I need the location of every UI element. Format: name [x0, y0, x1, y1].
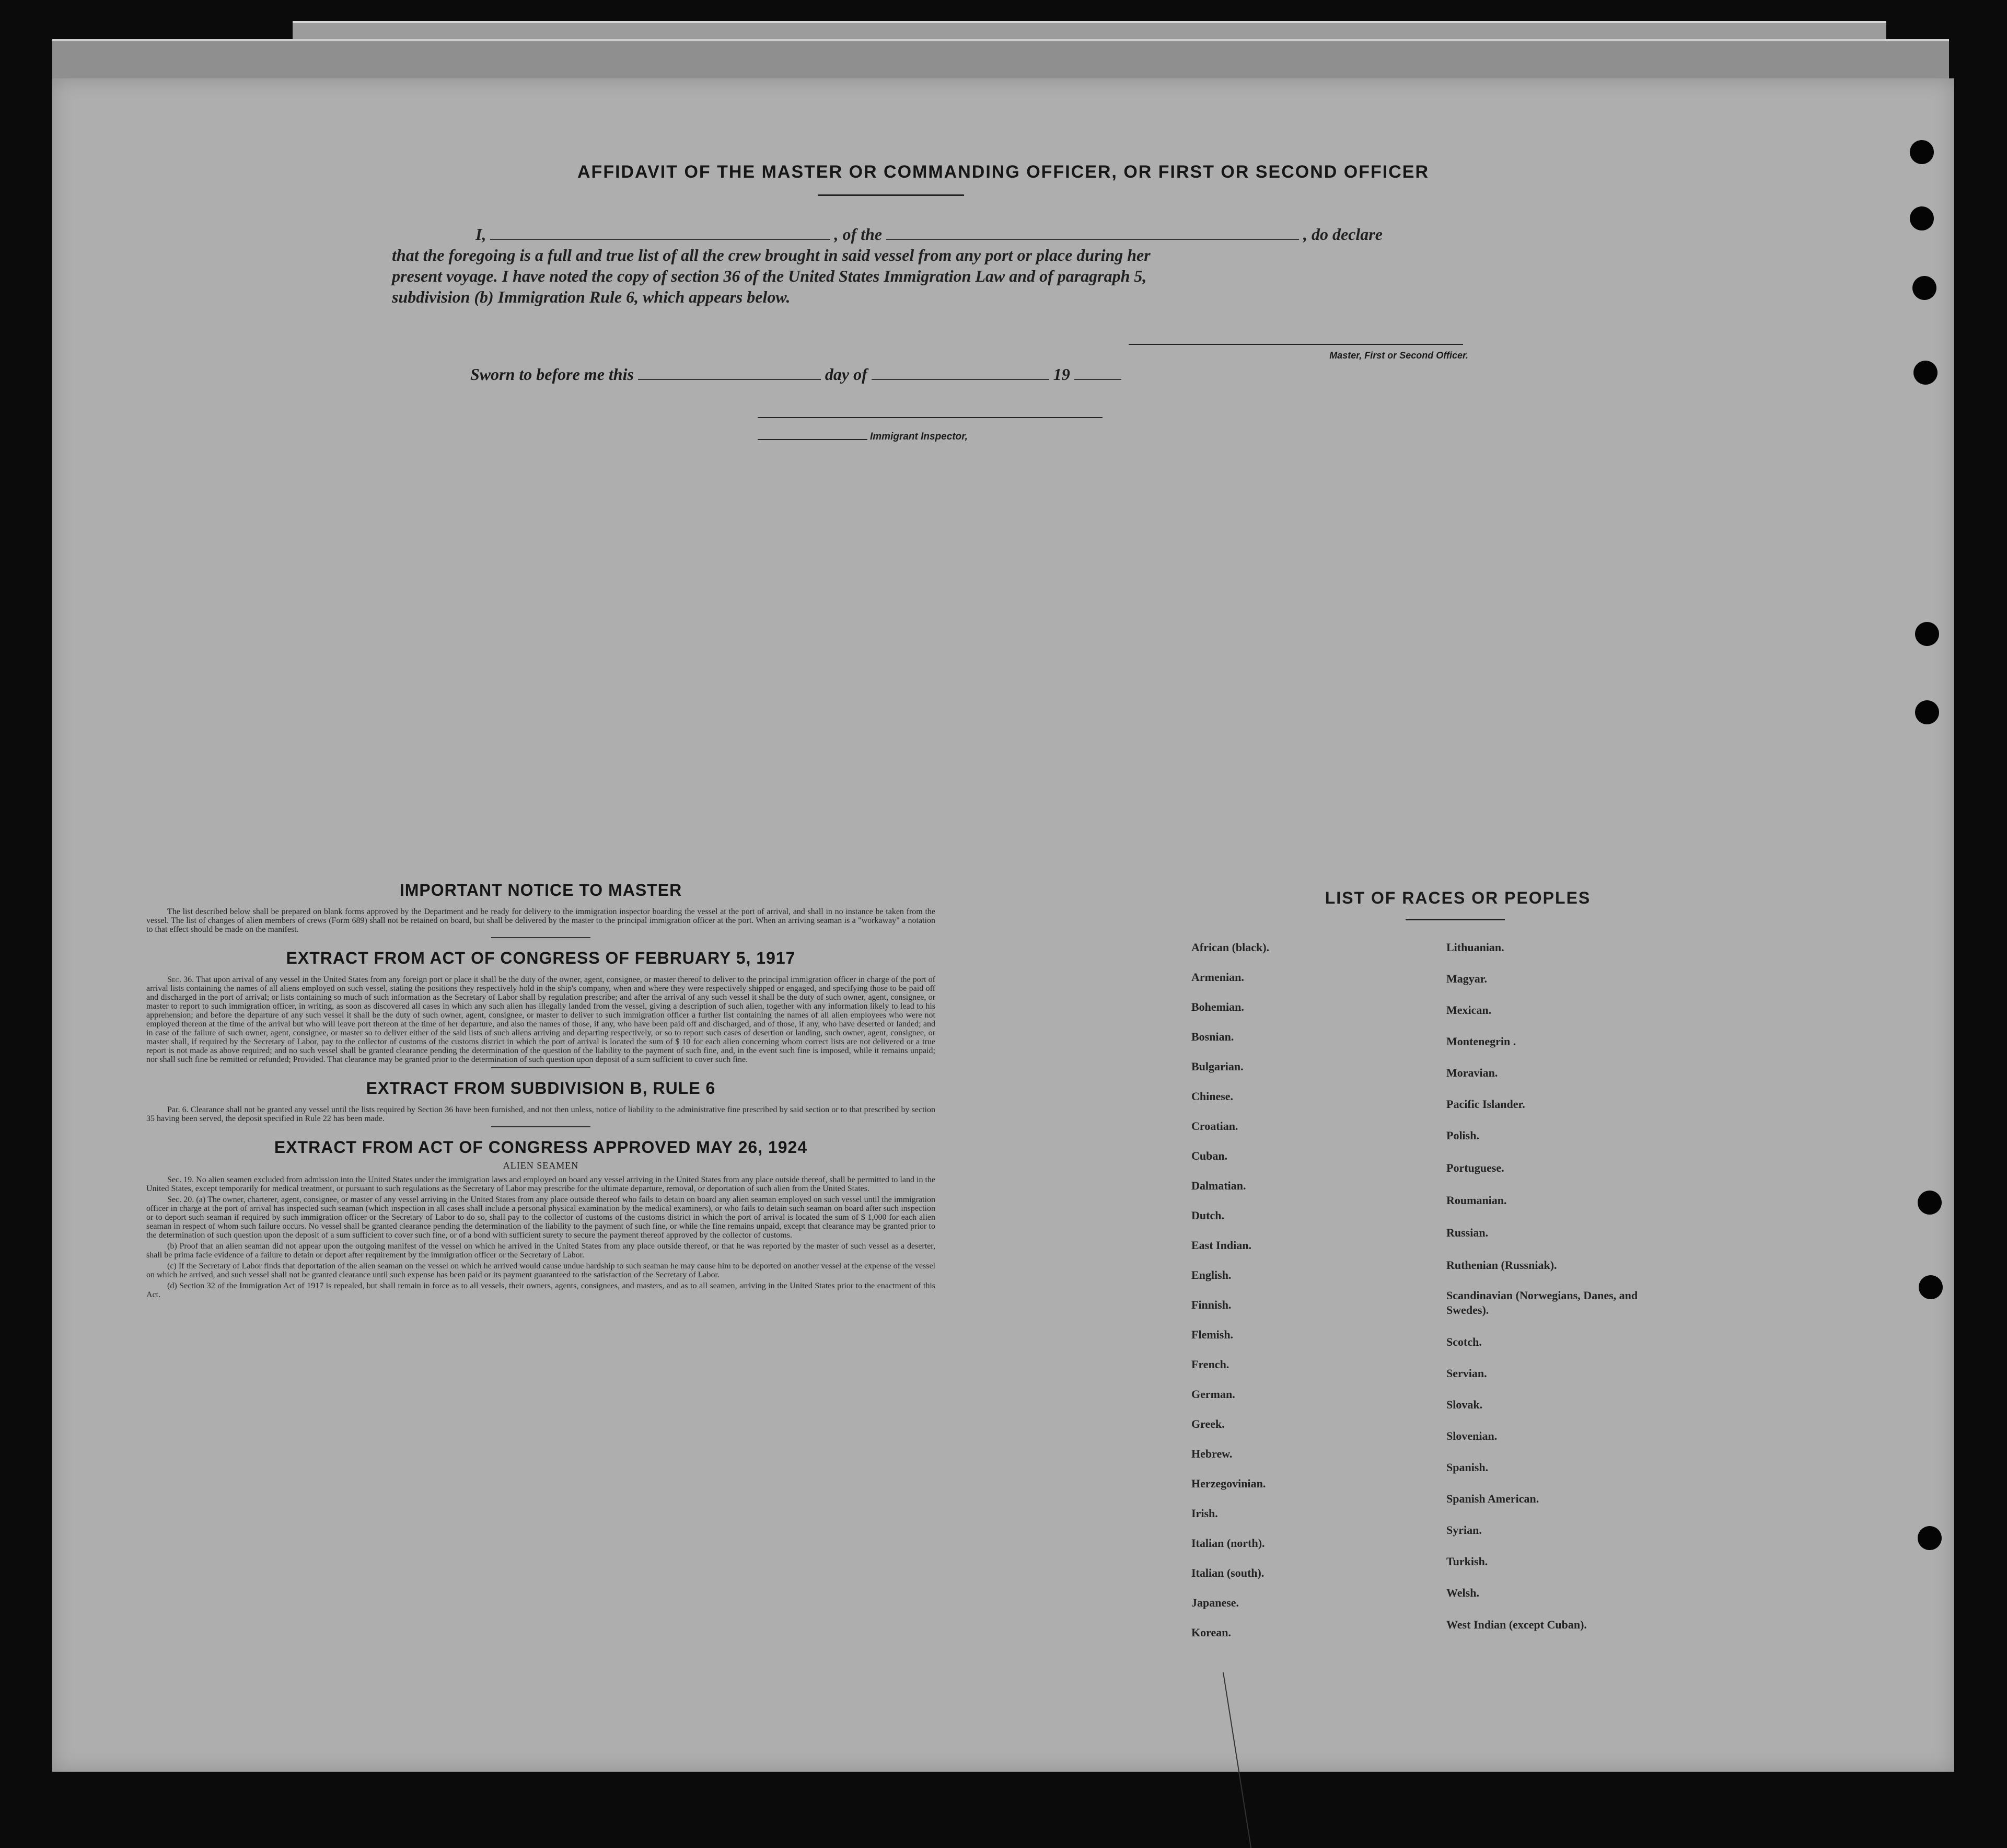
race-item: Bulgarian.: [1191, 1060, 1244, 1073]
race-item: Finnish.: [1191, 1298, 1232, 1311]
race-item: Dalmatian.: [1191, 1179, 1246, 1192]
race-item: Korean.: [1191, 1626, 1231, 1639]
rule-6-title: EXTRACT FROM SUBDIVISION B, RULE 6: [366, 1079, 716, 1098]
race-item: German.: [1191, 1388, 1235, 1401]
race-item: Magyar.: [1446, 972, 1488, 985]
race-item: Greek.: [1191, 1417, 1225, 1430]
races-title-underline: [1406, 919, 1505, 920]
extract-1924-title: EXTRACT FROM ACT OF CONGRESS APPROVED MAY 26, 1924: [274, 1138, 808, 1157]
signature-label: Master, First or Second Officer.: [1329, 350, 1468, 361]
sec-20c-text: (c) If the Secretary of Labor finds that deportation of the alien seaman on the vessel on which he arrived would cause undue hardship to such seaman he may cause him to be deported on another vessel at the expense of the vessel on which he arrived, and such vessel shall not be granted clearance until such expense has been paid or its payment guaranteed to the satisfaction of the Secretary of Labor.: [146, 1262, 935, 1279]
race-item: Hebrew.: [1191, 1447, 1233, 1460]
punch-hole: [1918, 1526, 1942, 1550]
year-prefix: 19: [1053, 365, 1070, 384]
race-item: Slovenian.: [1446, 1429, 1498, 1442]
race-item: West Indian (except Cuban).: [1446, 1618, 1587, 1631]
race-item: French.: [1191, 1358, 1229, 1371]
race-item: Spanish American.: [1446, 1492, 1539, 1505]
race-item: Scotch.: [1446, 1335, 1482, 1348]
vessel-blank[interactable]: [886, 225, 1299, 240]
month-blank[interactable]: [872, 365, 1049, 380]
race-item: Herzegovinian.: [1191, 1477, 1266, 1490]
section-text: That upon arrival of any vessel in the United States from any foreign port or place it shall be the duty of the owner, agent, consignee, or master thereof to deliver to the principal immigration officer in charge of the port of arrival lists containing the names of all aliens employed on such vessel, stating the positions they respectively hold in the ship's company, when and where they were respectively shipped or engaged, and specifying those to be paid off and discharged in the port of arrival; or lists containing so much of such information as the Secretary of Labor shall by regulation prescribe; and after the arrival of any such vessel it shall be the duty of such owner, agent, consignee, or master to report to such immigration officer, in writing, as soon as discovered all cases in which any such alien has illegally landed from the vessel, giving a description of such alien, together with any information likely to lead to his apprehension; and before the departure of any such vessel it shall be the duty of such owner, agent, consignee, or master to deliver to such immigration officer a further list containing the names of all alien employees who were not employed thereon at the time of the arrival but who will leave port thereon at the time of her departure, and also the names of those, if any, who have been paid off and discharged, and of those, if any, who have deserted or landed; and in case of the failure of such owner, agent, consignee, or master so to deliver either of the said lists of such aliens arriving and departing respectively, or so to report such cases of desertion or landing, such owner, agent, consignee, or master shall, if required by the Secretary of Labor, pay to the collector of customs of the customs district in which the port of arrival is located the sum of $ 10 for each alien concerning whom correct lists are not delivered or a true report is not made as above required; and no such vessel shall be granted clearance pending the determination of the question of the liability to the payment of such fine, and, in the event such fine is imposed, while it remains unpaid; nor shall such fine be remitted or refunded; Provided. That clearance may be granted prior to the determination of such question upon deposit of a sum sufficient to cover such fine.: [146, 975, 935, 1064]
inspector-label: Immigrant Inspector,: [870, 431, 968, 442]
sec-20b-text: (b) Proof that an alien seaman did not appear upon the outgoing manifest of the vessel on which he arrived in the United States from any place outside thereof, or that he was reported by the master of such vessel as a deserter, shall be prima facie evidence of a failure to detain or deport after requirement by the immigration officer or the Secretary of Labor.: [146, 1242, 935, 1260]
punch-hole: [1910, 140, 1934, 164]
affidavit-do-declare: , do declare: [1303, 225, 1383, 244]
race-item: Moravian.: [1446, 1066, 1498, 1079]
affidavit-of-the: , of the: [834, 225, 882, 244]
legal-extracts: [146, 881, 935, 1301]
day-blank[interactable]: [638, 365, 821, 380]
affidavit-text: [392, 224, 1463, 307]
race-item: Ruthenian (Russniak).: [1446, 1258, 1557, 1272]
race-item: Cuban.: [1191, 1149, 1228, 1162]
affidavit-line-4: subdivision (b) Immigration Rule 6, which appears below.: [392, 287, 791, 306]
race-item: Roumanian.: [1446, 1194, 1507, 1207]
day-of-text: day of: [825, 365, 867, 384]
race-item: Flemish.: [1191, 1328, 1234, 1341]
race-item: Spanish.: [1446, 1461, 1489, 1474]
pencil-mark: [1223, 1672, 1251, 1848]
punch-hole: [1915, 700, 1939, 724]
extract-1917-title: EXTRACT FROM ACT OF CONGRESS OF FEBRUARY 5, 1917: [286, 949, 796, 967]
affidavit-i: I,: [475, 225, 486, 244]
punch-hole: [1912, 276, 1936, 300]
race-item: East Indian.: [1191, 1239, 1251, 1252]
title-underline: [818, 194, 964, 196]
races-title: LIST OF RACES OR PEOPLES: [1325, 888, 1591, 907]
notice-body: The list described below shall be prepared on blank forms approved by the Department and be ready for delivery to the immigration inspector boarding the vessel at the port of arrival, and shall in no instance be taken from the vessel. The list of changes of alien members of crews (Form 689) shall not be retained on board, but shall be delivered by the master to the principal immigration officer at the port. When an arriving seaman is a "workaway" a notation to that effect should be made on the manifest.: [146, 907, 935, 934]
race-item: Bohemian.: [1191, 1000, 1244, 1013]
notice-title: IMPORTANT NOTICE TO MASTER: [399, 881, 682, 899]
race-item: Russian.: [1446, 1226, 1489, 1239]
sworn-line: [470, 365, 1121, 384]
punch-hole: [1915, 622, 1939, 646]
divider: [491, 1067, 590, 1068]
divider: [491, 937, 590, 938]
divider: [491, 1126, 590, 1127]
affidavit-line-1: [392, 224, 1463, 245]
race-item: Slovak.: [1446, 1398, 1483, 1411]
punch-hole: [1918, 1191, 1942, 1215]
race-item: Croatian.: [1191, 1119, 1238, 1133]
affidavit-line-3: present voyage. I have noted the copy of section 36 of the United States Immigration Law and of paragraph 5,: [392, 267, 1147, 285]
race-item: Chinese.: [1191, 1090, 1234, 1103]
race-item: Mexican.: [1446, 1003, 1492, 1017]
race-item: African (black).: [1191, 941, 1270, 954]
inspector-line-bottom[interactable]: [758, 439, 867, 440]
year-blank[interactable]: [1074, 365, 1121, 380]
race-item: Japanese.: [1191, 1596, 1239, 1609]
race-item: Scandinavian (Norwegians, Danes, and Swedes).: [1446, 1289, 1638, 1316]
race-item: Irish.: [1191, 1507, 1218, 1520]
sec-20d-text: (d) Section 32 of the Immigration Act of 1917 is repealed, but shall remain in force as to all vessels, their owners, agents, consignees, and masters, and as to all seamen, arriving in the United States prior to the enactment of this Act.: [146, 1281, 935, 1299]
sec-19-text: Sec. 19. No alien seamen excluded from admission into the United States under the immigration laws and employed on board any vessel arriving in the United States from any place outside thereof, shall be permitted to land in the United States, except temporarily for medical treatment, or pursuant to such regulations as the Secretary of Labor may prescribe for the ultimate departure, removal, or deportation of such alien from the United States.: [146, 1175, 935, 1193]
race-item: Armenian.: [1191, 971, 1244, 984]
race-item: Dutch.: [1191, 1209, 1224, 1222]
race-item: Montenegrin .: [1446, 1035, 1516, 1048]
race-item: English.: [1191, 1268, 1232, 1281]
section-label: Sec. 36.: [167, 975, 194, 984]
race-item: Polish.: [1446, 1129, 1479, 1142]
affidavit-line-2: that the foregoing is a full and true list of all the crew brought in said vessel from any port or place during her: [392, 246, 1151, 264]
sec-20a-text: Sec. 20. (a) The owner, charterer, agent, consignee, or master of any vessel arriving in the United States from any place outside thereof who fails to detain on board any alien seaman employed on such vessel until the immigration officer in charge at the port of arrival has inspected such seaman (which inspection in all cases shall include a personal physical examination by the medical examiners), or who fails to detain such seaman on board after such inspection or to deport such seaman if required by such immigration officer or the Secretary of Labor to do so, shall pay to the collector of customs of the customs district in which the port of arrival is located the sum of $ 1,000 for each alien seaman in respect of whom such failure occurs. No vessel shall be granted clearance pending the determination of the liability to the payment of such fine, or while the fine remains unpaid, except that clearance may be granted prior to the determination of such question upon the deposit of a sum sufficient to cover such fine, or of a bond with sufficient surety to secure the payment thereof approved by the collector of customs.: [146, 1195, 935, 1240]
punch-hole: [1910, 206, 1934, 230]
signature-line[interactable]: [1129, 344, 1463, 345]
punch-hole: [1913, 361, 1938, 385]
inspector-line-top[interactable]: [758, 417, 1103, 418]
race-item: Servian.: [1446, 1367, 1487, 1380]
document-page: [52, 78, 1954, 1772]
race-item: Turkish.: [1446, 1555, 1488, 1568]
extract-1924-subtitle: ALIEN SEAMEN: [503, 1160, 579, 1171]
extract-1917-body: [146, 975, 935, 1064]
race-item: Pacific Islander.: [1446, 1098, 1525, 1111]
race-item: Welsh.: [1446, 1586, 1479, 1599]
punch-hole: [1919, 1275, 1943, 1299]
affidavit-title: AFFIDAVIT OF THE MASTER OR COMMANDING OFFICER, OR FIRST OR SECOND OFFICER: [577, 162, 1429, 182]
race-item: Bosnian.: [1191, 1030, 1234, 1043]
race-item: Lithuanian.: [1446, 941, 1504, 954]
rule-6-body: Par. 6. Clearance shall not be granted any vessel until the lists required by Section 36 have been furnished, and not then unless, notice of liability to the administrative fine prescribed by said section or to that prescribed by section 35 having been served, the deposit specified in Rule 22 has been made.: [146, 1105, 935, 1123]
race-item: Portuguese.: [1446, 1161, 1504, 1174]
race-item: Italian (south).: [1191, 1566, 1264, 1579]
name-blank[interactable]: [490, 225, 830, 240]
race-item: Syrian.: [1446, 1523, 1482, 1537]
sworn-text: Sworn to before me this: [470, 365, 634, 384]
race-item: Italian (north).: [1191, 1537, 1265, 1550]
